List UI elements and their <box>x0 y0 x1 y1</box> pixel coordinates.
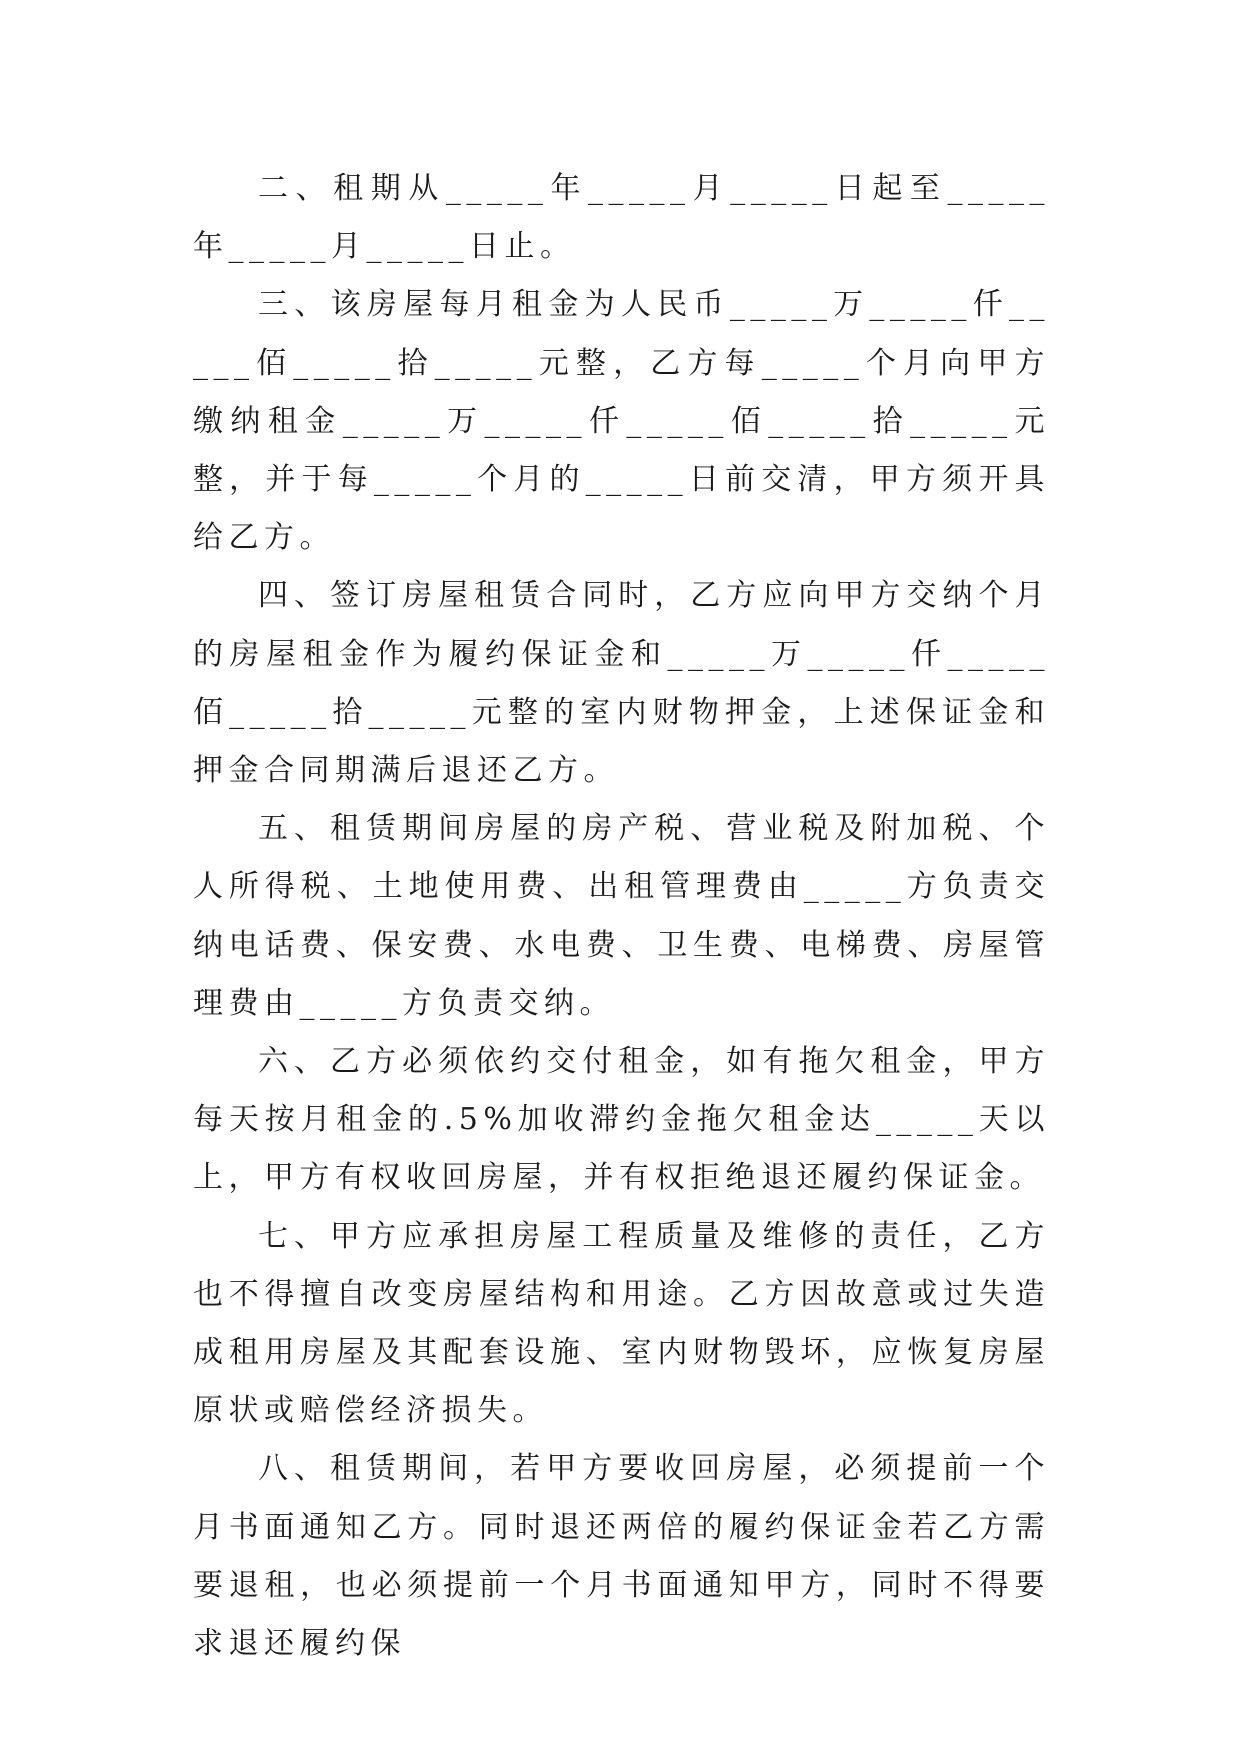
clause-8-early-termination: 八、租赁期间，若甲方要收回房屋，必须提前一个月书面通知乙方。同时退还两倍的履约保证金若乙方需要退租，也必须提前一个月书面通知甲方，同时不得要求退还履约保 <box>193 1451 1050 1662</box>
contract-page <box>193 160 1050 1673</box>
clause-3-monthly-rent: 三、该房屋每月租金为人民币_____万_____仟_____佰_____拾_____元整，乙方每_____个月向甲方缴纳租金_____万_____仟_____佰_____拾_____元整，并于每_____个月的_____日前交清，甲方须开具给乙方。 <box>193 287 1050 556</box>
clause-7-maintenance: 七、甲方应承担房屋工程质量及维修的责任，乙方也不得擅自改变房屋结构和用途。乙方因故意或过失造成租用房屋及其配套设施、室内财物毁坏，应恢复房屋原状或赔偿经济损失。 <box>193 1218 1050 1429</box>
clause-4-deposit: 四、签订房屋租赁合同时，乙方应向甲方交纳个月的房屋租金作为履约保证金和_____万_____仟_____佰_____拾_____元整的室内财物押金，上述保证金和押金合同期满后退还乙方。 <box>193 578 1050 789</box>
clause-6-late-payment: 六、乙方必须依约交付租金，如有拖欠租金，甲方每天按月租金的.5%加收滞约金拖欠租金达_____天以上，甲方有权收回房屋，并有权拒绝退还履约保证金。 <box>193 1044 1050 1196</box>
clause-5-taxes-and-fees: 五、租赁期间房屋的房产税、营业税及附加税、个人所得税、土地使用费、出租管理费由_____方负责交纳电话费、保安费、水电费、卫生费、电梯费、房屋管理费由_____方负责交纳。 <box>193 811 1050 1021</box>
clause-2-lease-term: 二、租期从_____年_____月_____日起至_____年_____月_____日止。 <box>193 171 1050 265</box>
